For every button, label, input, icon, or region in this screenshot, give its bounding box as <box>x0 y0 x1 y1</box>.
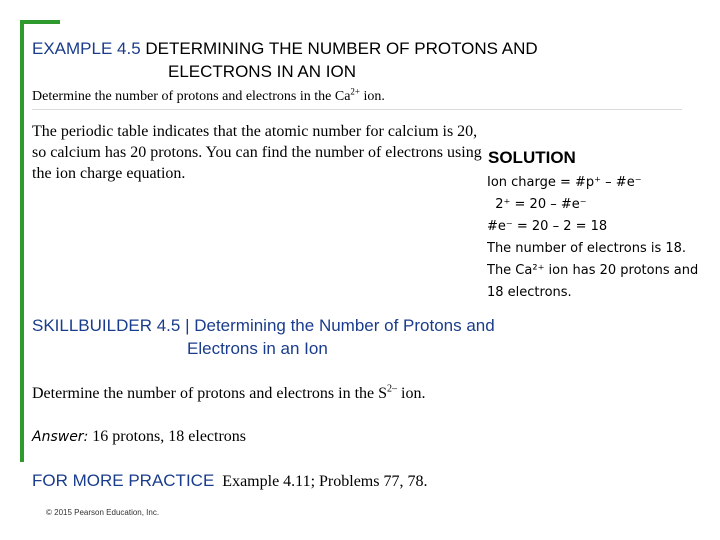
solution-step: The Ca²⁺ ion has 20 protons and <box>487 263 699 278</box>
example-question-text: Determine the number of protons and electrons in the Ca <box>32 89 351 104</box>
skillbuilder-title-line1: SKILLBUILDER 4.5 | Determining the Number of Protons and <box>32 316 495 335</box>
solution-steps <box>487 172 719 304</box>
example-title-line1: DETERMINING THE NUMBER OF PROTONS AND <box>145 39 538 58</box>
accent-bar-left <box>20 20 24 462</box>
skillbuilder-answer <box>32 427 682 447</box>
skillbuilder-question-text: Determine the number of protons and electrons in the S <box>32 385 388 402</box>
solution-step: #e⁻ = 20 – 2 = 18 <box>487 219 608 234</box>
example-question <box>32 88 682 110</box>
example-question-charge: 2+ <box>350 86 360 97</box>
explanation-paragraph: The periodic table indicates that the atomic number for calcium is 20, so calcium has 20 protons. You can find the number of electrons using the ion charge equation. <box>32 123 482 182</box>
solution-step: Ion charge = #p⁺ – #e⁻ <box>487 175 642 190</box>
skillbuilder-title <box>32 314 692 360</box>
answer-label: Answer: <box>32 429 89 445</box>
skillbuilder-title-line2: Electrons in an Ion <box>187 339 328 358</box>
answer-text: 16 protons, 18 electrons <box>88 428 247 445</box>
more-practice-text: Example 4.11; Problems 77, 78. <box>222 473 428 490</box>
more-practice <box>32 470 712 493</box>
example-lead: EXAMPLE 4.5 <box>32 39 141 58</box>
accent-bar-top <box>20 20 60 24</box>
skillbuilder-question-end: ion. <box>397 385 426 402</box>
solution-step: 18 electrons. <box>487 285 572 300</box>
more-practice-label: FOR MORE PRACTICE <box>32 471 215 490</box>
skillbuilder-question-charge: 2– <box>387 383 398 395</box>
example-title-line2: ELECTRONS IN AN ION <box>168 62 356 81</box>
solution-heading: SOLUTION <box>488 148 576 167</box>
solution-step: The number of electrons is 18. <box>487 241 687 256</box>
solution-step: 2⁺ = 20 – #e⁻ <box>487 197 587 212</box>
skillbuilder-question <box>32 384 682 404</box>
example-question-end: ion. <box>359 89 385 104</box>
copyright-notice: © 2015 Pearson Education, Inc. <box>46 508 160 517</box>
example-title <box>32 37 692 83</box>
